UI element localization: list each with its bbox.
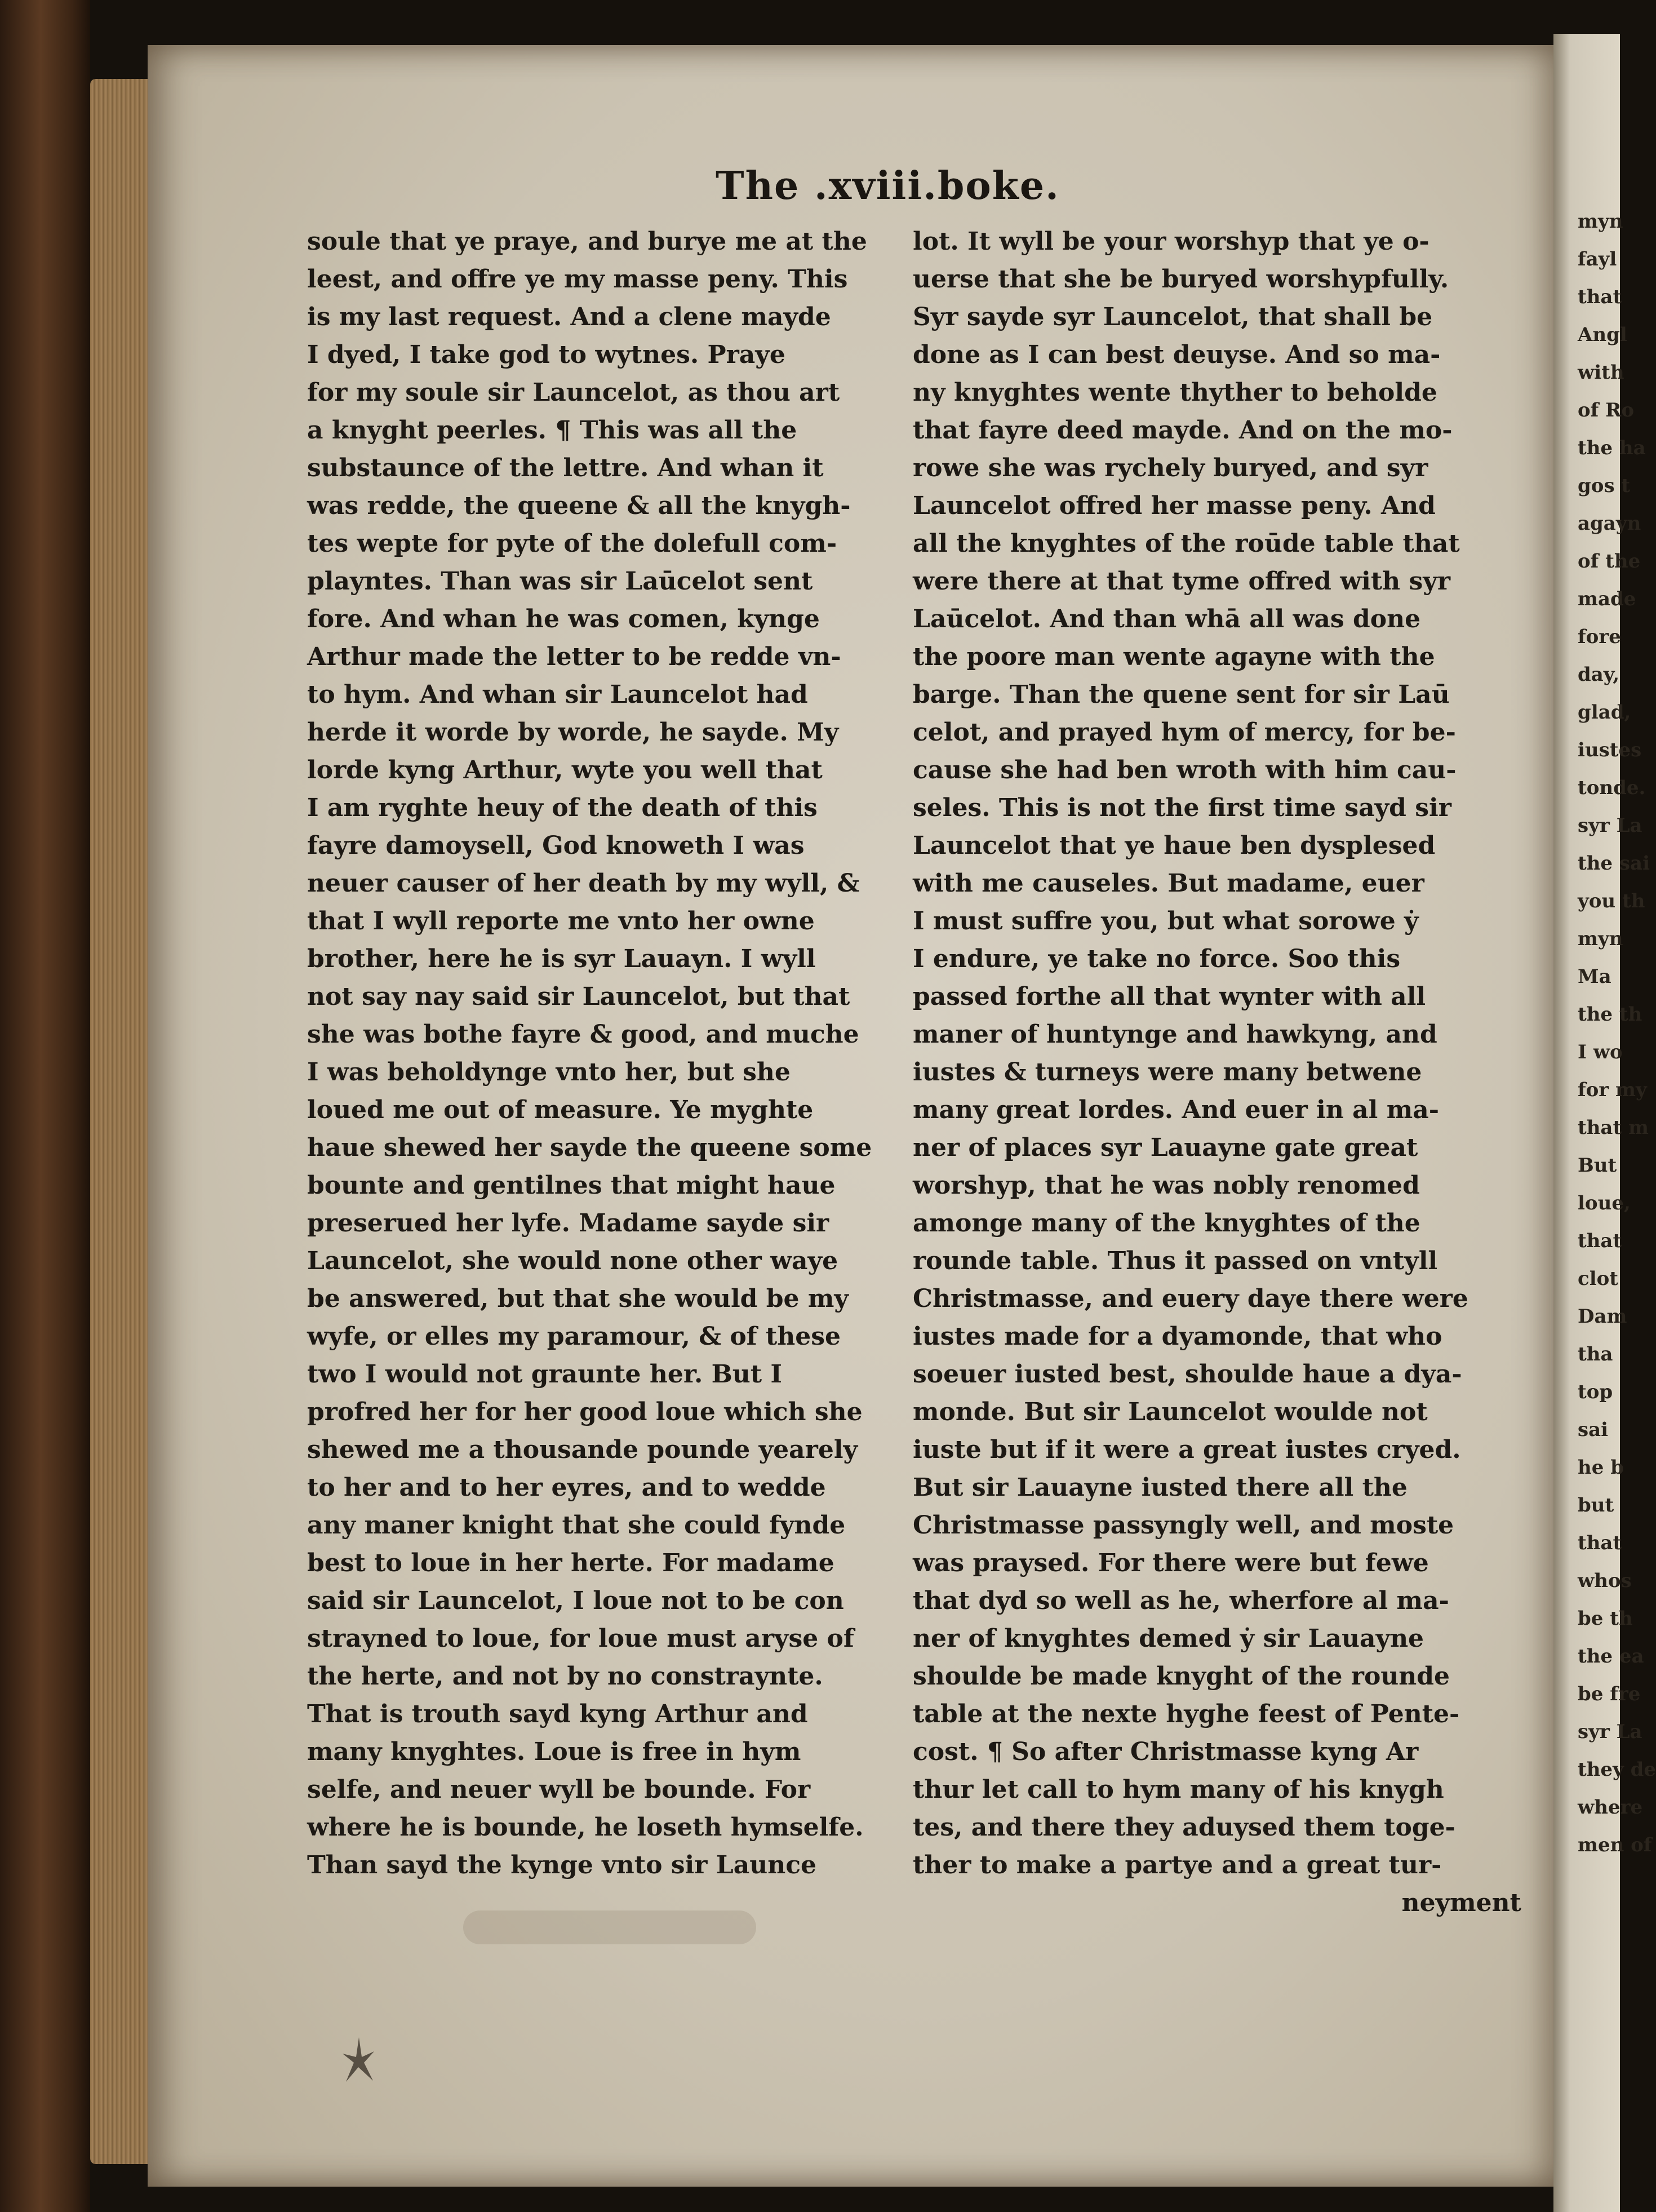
text-line: Christmasse, and euery daye there were (913, 1284, 1468, 1313)
text-line: Laūcelot. And than whā all was done (913, 605, 1421, 633)
fragment-line: Ma (1578, 965, 1611, 988)
text-line: barge. Than the quene sent for sir Laū (913, 680, 1450, 709)
text-line: cause she had ben wroth with him cau- (913, 756, 1457, 784)
text-line: shewed me a thousande pounde yearely (307, 1435, 858, 1464)
text-line: tes, and there they aduysed them toge- (913, 1813, 1455, 1842)
ink-stain-mark (339, 2034, 379, 2085)
text-line: said sir Launcelot, I loue not to be con (307, 1586, 844, 1615)
fragment-line: of the (1578, 550, 1641, 573)
text-line: table at the nexte hyghe feest of Pente- (913, 1700, 1460, 1728)
text-line: the poore man wente agayne with the (913, 642, 1435, 671)
text-line: thur let call to hym many of his knygh (913, 1775, 1444, 1804)
text-line: two I would not graunte her. But I (307, 1360, 783, 1389)
text-line: not say nay said sir Launcelot, but that (307, 982, 850, 1011)
fragment-line: that (1578, 1532, 1622, 1554)
text-line: soeuer iusted best, shoulde haue a dya- (913, 1360, 1462, 1389)
text-line: lorde kyng Arthur, wyte you well that (307, 756, 823, 784)
text-line: That is trouth sayd kyng Arthur and (307, 1700, 808, 1728)
fragment-line: the th (1578, 1003, 1642, 1026)
text-line: many knyghtes. Loue is free in hym (307, 1737, 801, 1766)
text-line: many great lordes. And euer in al ma- (913, 1096, 1440, 1124)
fragment-line: myn (1578, 210, 1623, 233)
text-line: fayre damoysell, God knoweth I was (307, 831, 805, 860)
text-line: amonge many of the knyghtes of the (913, 1209, 1420, 1238)
fragment-line: made (1578, 588, 1636, 610)
text-line: she was bothe fayre & good, and muche (307, 1020, 859, 1049)
fragment-line: be fre (1578, 1683, 1641, 1705)
text-line: I endure, ye take no force. Soo this (913, 945, 1401, 973)
fragment-line: myn (1578, 928, 1623, 950)
fragment-line: where (1578, 1796, 1643, 1819)
text-line: profred her for her good loue which she (307, 1398, 863, 1426)
fragment-line: Dam (1578, 1305, 1627, 1328)
text-line: iustes made for a dyamonde, that who (913, 1322, 1442, 1351)
text-line: ther to make a partye and a great tur- (913, 1851, 1442, 1879)
text-line: Arthur made the letter to be redde vn- (307, 642, 841, 671)
fragment-line: but (1578, 1494, 1614, 1517)
text-line: monde. But sir Launcelot woulde not (913, 1398, 1428, 1426)
right-column (913, 223, 1521, 1922)
text-line: that I wyll reporte me vnto her owne (307, 907, 815, 936)
next-page-text-fragments (1578, 203, 1656, 1864)
text-line: where he is bounde, he loseth hymselfe. (307, 1813, 864, 1842)
text-line: But sir Lauayne iusted there all the (913, 1473, 1408, 1502)
text-line: Syr sayde syr Launcelot, that shall be (913, 303, 1433, 331)
text-line: preserued her lyfe. Madame sayde sir (307, 1209, 829, 1238)
ink-smudge (463, 1910, 756, 1944)
fragment-line: syr La (1578, 814, 1642, 837)
fragment-line: be th (1578, 1607, 1633, 1630)
fragment-line: iustes (1578, 739, 1642, 761)
text-line: strayned to loue, for loue must aryse of (307, 1624, 854, 1653)
text-line: maner of huntynge and hawkyng, and (913, 1020, 1437, 1049)
fragment-line: the ea (1578, 1645, 1644, 1668)
fragment-line: men of (1578, 1834, 1652, 1856)
text-line: iuste but if it were a great iustes cryed. (913, 1435, 1461, 1464)
text-line: brother, here he is syr Lauayn. I wyll (307, 945, 816, 973)
text-line: for my soule sir Launcelot, as thou art (307, 378, 840, 407)
text-line: ner of knyghtes demed ẏ sir Lauayne (913, 1624, 1424, 1653)
fragment-line: But (1578, 1154, 1617, 1177)
fragment-line: you th (1578, 890, 1645, 912)
fragment-line: that m (1578, 1116, 1649, 1139)
text-line: fore. And whan he was comen, kynge (307, 605, 820, 633)
text-line: Launcelot that ye haue ben dysplesed (913, 831, 1436, 860)
text-line: leest, and offre ye my masse peny. This (307, 265, 848, 294)
fragment-line: that (1578, 1230, 1622, 1252)
text-line: Than sayd the kynge vnto sir Launce (307, 1851, 816, 1879)
fragment-line: tha (1578, 1343, 1613, 1366)
text-line: with me causeles. But madame, euer (913, 869, 1424, 898)
left-column (307, 223, 916, 1884)
text-line: worshyp, that he was nobly renomed (913, 1171, 1420, 1200)
fragment-line: fore (1578, 626, 1621, 648)
text-line: uerse that she be buryed worshypfully. (913, 265, 1449, 294)
text-line: the herte, and not by no constraynte. (307, 1662, 823, 1691)
fragment-line: of Ro (1578, 399, 1635, 422)
text-line: herde it worde by worde, he sayde. My (307, 718, 839, 747)
text-line: was praysed. For there were but fewe (913, 1549, 1429, 1577)
text-line: I was beholdynge vnto her, but she (307, 1058, 791, 1087)
text-line: I must suffre you, but what sorowe ẏ (913, 907, 1419, 936)
fragment-line: that (1578, 286, 1622, 308)
fragment-line: agayn (1578, 512, 1641, 535)
text-line: were there at that tyme offred with syr (913, 567, 1451, 596)
fragment-line: sai (1578, 1418, 1609, 1441)
text-line: best to loue in her herte. For madame (307, 1549, 834, 1577)
catchword: neyment (1401, 1889, 1521, 1917)
text-line: rounde table. Thus it passed on vntyll (913, 1247, 1438, 1275)
fragment-line: tonde. (1578, 777, 1646, 799)
page-edges (90, 79, 152, 2164)
fragment-line: gos t (1578, 475, 1631, 497)
fragment-line: day, (1578, 663, 1620, 686)
text-line: a knyght peerles. ¶ This was all the (307, 416, 797, 445)
fragment-line: for my (1578, 1079, 1647, 1101)
text-line: tes wepte for pyte of the dolefull com- (307, 529, 837, 558)
fragment-line: top (1578, 1381, 1613, 1403)
fragment-line: the ha (1578, 437, 1646, 459)
fragment-line: he b (1578, 1456, 1624, 1479)
fragment-line: Angl (1578, 323, 1627, 346)
text-line: done as I can best deuyse. And so ma- (913, 340, 1441, 369)
text-line: ner of places syr Lauayne gate great (913, 1133, 1418, 1162)
text-line: I am ryghte heuy of the death of this (307, 794, 818, 822)
text-line: Launcelot, she would none other waye (307, 1247, 838, 1275)
fragment-line: whos (1578, 1570, 1632, 1592)
text-line: haue shewed her sayde the queene some (307, 1133, 872, 1162)
fragment-line: glad, (1578, 701, 1631, 724)
text-line: to her and to her eyres, and to wedde (307, 1473, 826, 1502)
book-binding (0, 0, 90, 2212)
fragment-line: the sai (1578, 852, 1650, 875)
text-line: ny knyghtes wente thyther to beholde (913, 378, 1437, 407)
text-line: is my last request. And a clene mayde (307, 303, 831, 331)
text-line: all the knyghtes of the roūde table that (913, 529, 1460, 558)
text-line: soule that ye praye, and burye me at the (307, 227, 867, 256)
text-line: cost. ¶ So after Christmasse kyng Ar (913, 1737, 1419, 1766)
text-line: loued me out of measure. Ye myghte (307, 1096, 814, 1124)
text-line: to hym. And whan sir Launcelot had (307, 680, 808, 709)
text-line: I dyed, I take god to wytnes. Praye (307, 340, 785, 369)
text-line: substaunce of the lettre. And whan it (307, 454, 824, 482)
fragment-line: syr La (1578, 1721, 1642, 1743)
running-head: The .xviii.boke. (716, 163, 1060, 209)
text-line: any maner knight that she could fynde (307, 1511, 846, 1540)
text-line: that dyd so well as he, wherfore al ma- (913, 1586, 1449, 1615)
text-line: lot. It wyll be your worshyp that ye o- (913, 227, 1429, 256)
text-line: Launcelot offred her masse peny. And (913, 491, 1436, 520)
text-line: wyfe, or elles my paramour, & of these (307, 1322, 841, 1351)
fragment-line: fayl (1578, 248, 1617, 271)
text-line: bounte and gentilnes that might haue (307, 1171, 836, 1200)
fragment-line: loue, (1578, 1192, 1631, 1214)
text-line: Christmasse passyngly well, and moste (913, 1511, 1454, 1540)
text-line: rowe she was rychely buryed, and syr (913, 454, 1428, 482)
text-line: neuer causer of her death by my wyll, & (307, 869, 860, 898)
text-line: that fayre deed mayde. And on the mo- (913, 416, 1453, 445)
text-line: passed forthe all that wynter with all (913, 982, 1426, 1011)
text-line: be answered, but that she would be my (307, 1284, 849, 1313)
text-line: seles. This is not the first time sayd sir (913, 794, 1451, 822)
fragment-line: they de (1578, 1758, 1656, 1781)
fragment-line: I wo (1578, 1041, 1623, 1063)
text-line: celot, and prayed hym of mercy, for be- (913, 718, 1456, 747)
text-line: selfe, and neuer wyll be bounde. For (307, 1775, 811, 1804)
fragment-line: clot (1578, 1267, 1619, 1290)
text-line: was redde, the queene & all the knygh- (307, 491, 851, 520)
text-line: shoulde be made knyght of the rounde (913, 1662, 1450, 1691)
text-line: playntes. Than was sir Laūcelot sent (307, 567, 813, 596)
fragment-line: with (1578, 361, 1624, 384)
text-line: iustes & turneys were many betwene (913, 1058, 1422, 1087)
